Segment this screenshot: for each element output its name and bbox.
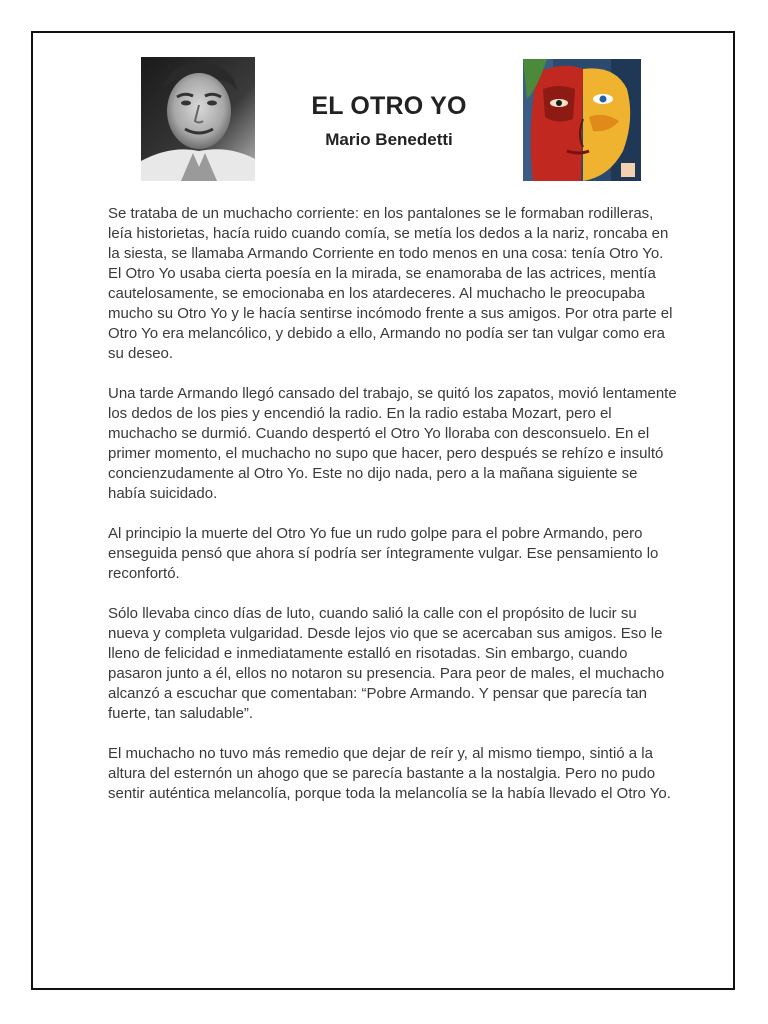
title-block xyxy=(255,91,523,151)
story-paragraph: El muchacho no tuvo más remedio que dejar de reír y, al mismo tiempo, sintió a la altura del esternón un ahogo que se parecía bastante a la nostalgia. Pero no pudo sentir auténtica melancolía, porque toda la melancolía se la había llevado el Otro Yo. xyxy=(108,745,671,802)
story-paragraph: Al principio la muerte del Otro Yo fue un rudo golpe para el pobre Armando, pero enseguida pensó que ahora sí podría ser íntegramente vulgar. Ese pensamiento lo reconfortó. xyxy=(108,525,659,582)
story-paragraph: Se trataba de un muchacho corriente: en los pantalones se le formaban rodilleras, leía historietas, hacía ruido cuando comía, se metía los dedos a la nariz, roncaba en la siesta, se llamaba Armando Corriente en todo menos en una cosa: tenía Otro Yo. xyxy=(108,205,669,262)
author-portrait-image xyxy=(141,57,255,181)
document-author: Mario Benedetti xyxy=(325,130,453,149)
document-header xyxy=(33,33,733,193)
story-paragraph: Sólo llevaba cinco días de luto, cuando salió la calle con el propósito de lucir su nueva y completa vulgaridad. Desde lejos vio que se acercaban sus amigos. Eso le lleno de felicidad e inmediatamente estalló en risotadas. Sin embargo, cuando pasaron junto a él, ellos no notaron su presencia. Para peor de males, el muchacho alcanzó a escuchar que comentaban: “Pobre Armando. Y pensar que parecía tan fuerte, tan saludable”. xyxy=(108,605,665,722)
two-faces-painting-image xyxy=(523,59,641,181)
document-title: EL OTRO YO xyxy=(311,92,467,120)
document-page xyxy=(31,31,735,990)
story-paragraph: El Otro Yo usaba cierta poesía en la mirada, se enamoraba de las actrices, mentía cautelosamente, se emocionaba en los atardeceres. Al muchacho le preocupaba mucho su Otro Yo y le hacía sentirse incómodo frente a sus amigos. Por otra parte el Otro Yo era melancólico, y debido a ello, Armando no podía ser tan vulgar como era su deseo. xyxy=(108,265,673,362)
story-paragraph: Una tarde Armando llegó cansado del trabajo, se quitó los zapatos, movió lentamente los dedos de los pies y encendió la radio. En la radio estaba Mozart, pero el muchacho se durmió. Cuando despertó el Otro Yo lloraba con desconsuelo. En el primer momento, el muchacho no supo que hacer, pero después se rehízo e insultó concienzudamente al Otro Yo. Este no dijo nada, pero a la mañana siguiente se había suicidado. xyxy=(108,385,677,502)
story-body xyxy=(108,204,678,804)
